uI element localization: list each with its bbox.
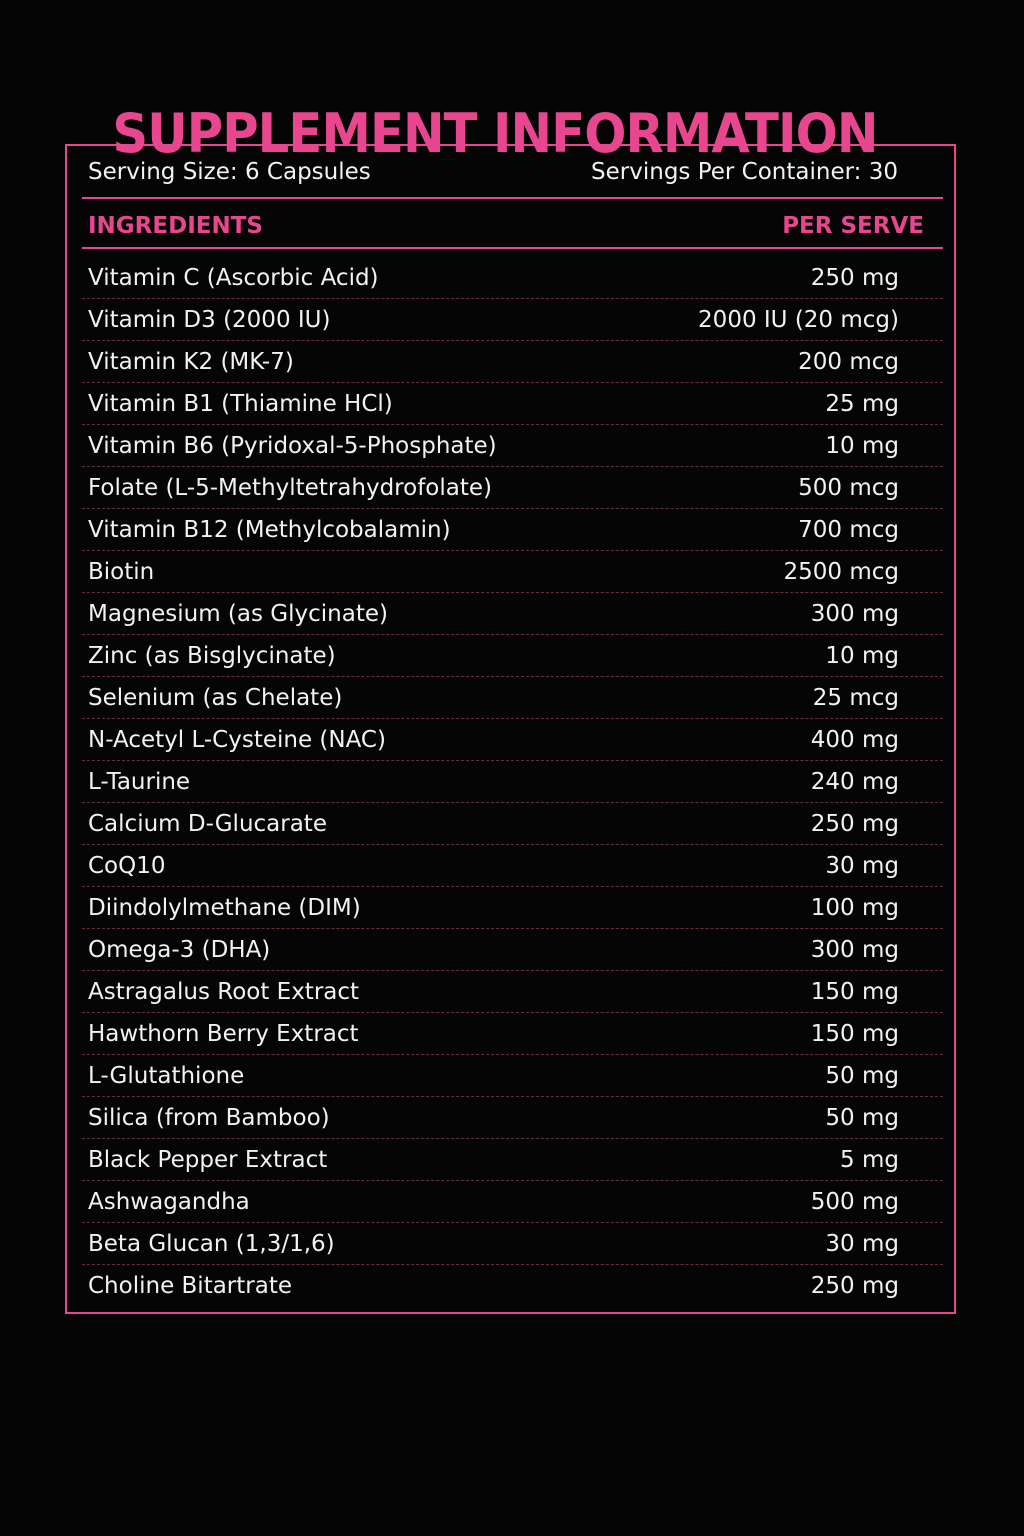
ingredient-amount: 300 mg bbox=[810, 600, 899, 627]
ingredient-amount: 150 mg bbox=[810, 978, 899, 1005]
table-row bbox=[82, 551, 943, 593]
table-row bbox=[82, 257, 943, 299]
ingredient-name: Calcium D-Glucarate bbox=[88, 810, 327, 837]
table-header bbox=[88, 206, 924, 246]
ingredient-amount: 700 mcg bbox=[798, 516, 899, 543]
table-row bbox=[82, 593, 943, 635]
ingredient-name: Selenium (as Chelate) bbox=[88, 684, 343, 711]
ingredient-amount: 300 mg bbox=[810, 936, 899, 963]
header-divider bbox=[82, 247, 943, 249]
header-per-serve: PER SERVE bbox=[782, 213, 924, 239]
ingredient-amount: 10 mg bbox=[825, 642, 899, 669]
page-title: SUPPLEMENT INFORMATION bbox=[112, 102, 878, 166]
ingredient-name: L-Taurine bbox=[88, 768, 191, 795]
ingredient-name: Omega-3 (DHA) bbox=[88, 936, 271, 963]
table-row bbox=[82, 1181, 943, 1223]
header-ingredients: INGREDIENTS bbox=[88, 213, 263, 239]
ingredient-amount: 25 mcg bbox=[812, 684, 899, 711]
table-row bbox=[82, 677, 943, 719]
table-row bbox=[82, 929, 943, 971]
table-row bbox=[82, 383, 943, 425]
ingredient-name: Magnesium (as Glycinate) bbox=[88, 600, 388, 627]
table-row bbox=[82, 467, 943, 509]
ingredient-amount: 250 mg bbox=[810, 264, 899, 291]
ingredient-name: Vitamin B12 (Methylcobalamin) bbox=[88, 516, 451, 543]
ingredient-name: Vitamin C (Ascorbic Acid) bbox=[88, 264, 379, 291]
ingredient-name: Black Pepper Extract bbox=[88, 1146, 328, 1173]
table-row bbox=[82, 887, 943, 929]
ingredient-amount: 2500 mcg bbox=[783, 558, 899, 585]
table-row bbox=[82, 425, 943, 467]
ingredient-name: N-Acetyl L-Cysteine (NAC) bbox=[88, 726, 386, 753]
ingredient-amount: 200 mcg bbox=[798, 348, 899, 375]
ingredient-amount: 30 mg bbox=[825, 852, 899, 879]
table-row bbox=[82, 299, 943, 341]
ingredient-name: Astragalus Root Extract bbox=[88, 978, 360, 1005]
ingredient-name: Diindolylmethane (DIM) bbox=[88, 894, 361, 921]
servings-per-container: Servings Per Container: 30 bbox=[591, 159, 898, 185]
ingredient-amount: 25 mg bbox=[825, 390, 899, 417]
ingredient-name: L-Glutathione bbox=[88, 1062, 245, 1089]
table-row bbox=[82, 509, 943, 551]
ingredient-amount: 250 mg bbox=[810, 810, 899, 837]
table-row bbox=[82, 1055, 943, 1097]
ingredient-name: Vitamin B6 (Pyridoxal-5-Phosphate) bbox=[88, 432, 497, 459]
ingredient-amount: 400 mg bbox=[810, 726, 899, 753]
ingredient-amount: 50 mg bbox=[825, 1062, 899, 1089]
table-row bbox=[82, 803, 943, 845]
serving-divider bbox=[82, 197, 943, 199]
ingredient-name: Beta Glucan (1,3/1,6) bbox=[88, 1230, 335, 1257]
ingredient-amount: 240 mg bbox=[810, 768, 899, 795]
ingredient-name: Choline Bitartrate bbox=[88, 1273, 293, 1299]
ingredient-name: Biotin bbox=[88, 558, 155, 585]
ingredient-amount: 100 mg bbox=[810, 894, 899, 921]
table-row bbox=[82, 719, 943, 761]
ingredient-name: Silica (from Bamboo) bbox=[88, 1104, 330, 1131]
ingredient-amount: 500 mcg bbox=[798, 474, 899, 501]
table-row bbox=[82, 971, 943, 1013]
ingredient-name: Vitamin B1 (Thiamine HCl) bbox=[88, 390, 393, 417]
ingredient-name: Vitamin D3 (2000 IU) bbox=[88, 306, 331, 333]
table-row bbox=[82, 341, 943, 383]
ingredient-name: Vitamin K2 (MK-7) bbox=[88, 348, 294, 375]
ingredient-name: Ashwagandha bbox=[88, 1188, 250, 1215]
ingredient-name: Folate (L-5-Methyltetrahydrofolate) bbox=[88, 474, 492, 501]
table-row bbox=[82, 635, 943, 677]
ingredient-amount: 30 mg bbox=[825, 1230, 899, 1257]
ingredient-list bbox=[82, 257, 943, 1307]
table-row bbox=[82, 761, 943, 803]
table-row bbox=[82, 1223, 943, 1265]
ingredient-amount: 50 mg bbox=[825, 1104, 899, 1131]
ingredient-amount: 250 mg bbox=[810, 1273, 899, 1299]
ingredient-name: CoQ10 bbox=[88, 852, 166, 879]
table-row bbox=[82, 845, 943, 887]
ingredient-amount: 2000 IU (20 mcg) bbox=[698, 306, 899, 333]
ingredient-amount: 150 mg bbox=[810, 1020, 899, 1047]
table-row bbox=[82, 1013, 943, 1055]
ingredient-amount: 5 mg bbox=[840, 1146, 899, 1173]
ingredient-amount: 500 mg bbox=[810, 1188, 899, 1215]
table-row bbox=[82, 1265, 943, 1307]
ingredient-amount: 10 mg bbox=[825, 432, 899, 459]
ingredient-name: Zinc (as Bisglycinate) bbox=[88, 642, 336, 669]
serving-info bbox=[88, 152, 898, 192]
serving-size: Serving Size: 6 Capsules bbox=[88, 159, 371, 185]
table-row bbox=[82, 1097, 943, 1139]
ingredient-name: Hawthorn Berry Extract bbox=[88, 1020, 359, 1047]
table-row bbox=[82, 1139, 943, 1181]
